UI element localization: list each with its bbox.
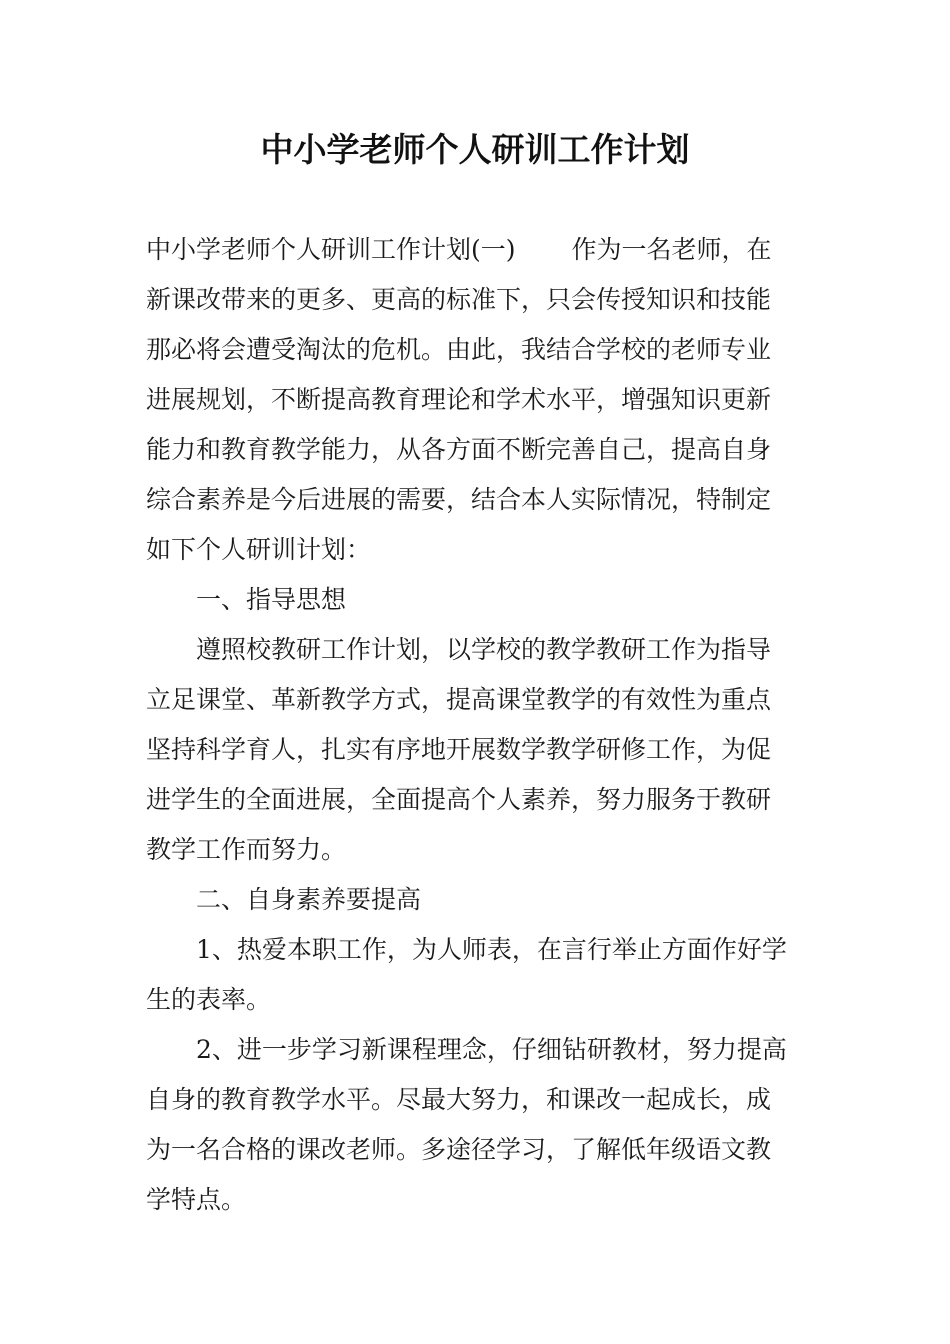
text-line: 能力和教育教学能力，从各方面不断完善自己，提高自身 — [146, 435, 772, 464]
list-item-text: 1、热爱本职工作，为人师表，在言行举止方面作好学 — [196, 935, 787, 964]
text-line: 学特点。 — [146, 1185, 247, 1214]
text-line — [146, 225, 806, 275]
document-title: 中小学老师个人研训工作计划 — [260, 130, 690, 169]
text-line: 坚持科学育人，扎实有序地开展数学教学研修工作，为促 — [146, 735, 772, 764]
text-line: 如下个人研训计划： — [146, 535, 372, 564]
section-heading: 一、指导思想 — [196, 585, 347, 614]
text-line: 教学工作而努力。 — [146, 835, 347, 864]
text-line: 新课改带来的更多、更高的标准下，只会传授知识和技能 — [146, 285, 772, 314]
text-line: 综合素养是今后进展的需要，结合本人实际情况，特制定 — [146, 485, 772, 514]
list-item-text: 2、进一步学习新课程理念，仔细钻研教材，努力提高 — [196, 1035, 787, 1064]
text-line: 生的表率。 — [146, 985, 272, 1014]
text-line: 进学生的全面进展，全面提高个人素养，努力服务于教研 — [146, 785, 772, 814]
text-fragment: 作为一名老师，在 — [571, 235, 772, 264]
text-line: 立足课堂、革新教学方式，提高课堂教学的有效性为重点 — [146, 685, 772, 714]
section-heading: 二、自身素养要提高 — [196, 885, 422, 914]
document-body — [146, 225, 806, 1225]
plan-heading-inline: 中小学老师个人研训工作计划(一) — [146, 235, 516, 264]
text-line: 那必将会遭受淘汰的危机。由此，我结合学校的老师专业 — [146, 335, 772, 364]
text-line: 自身的教育教学水平。尽最大努力，和课改一起成长，成 — [146, 1085, 772, 1114]
text-line: 为一名合格的课改老师。多途径学习，了解低年级语文教 — [146, 1135, 772, 1164]
text-line: 遵照校教研工作计划，以学校的教学教研工作为指导 — [196, 635, 772, 664]
text-line: 进展规划，不断提高教育理论和学术水平，增强知识更新 — [146, 385, 772, 414]
